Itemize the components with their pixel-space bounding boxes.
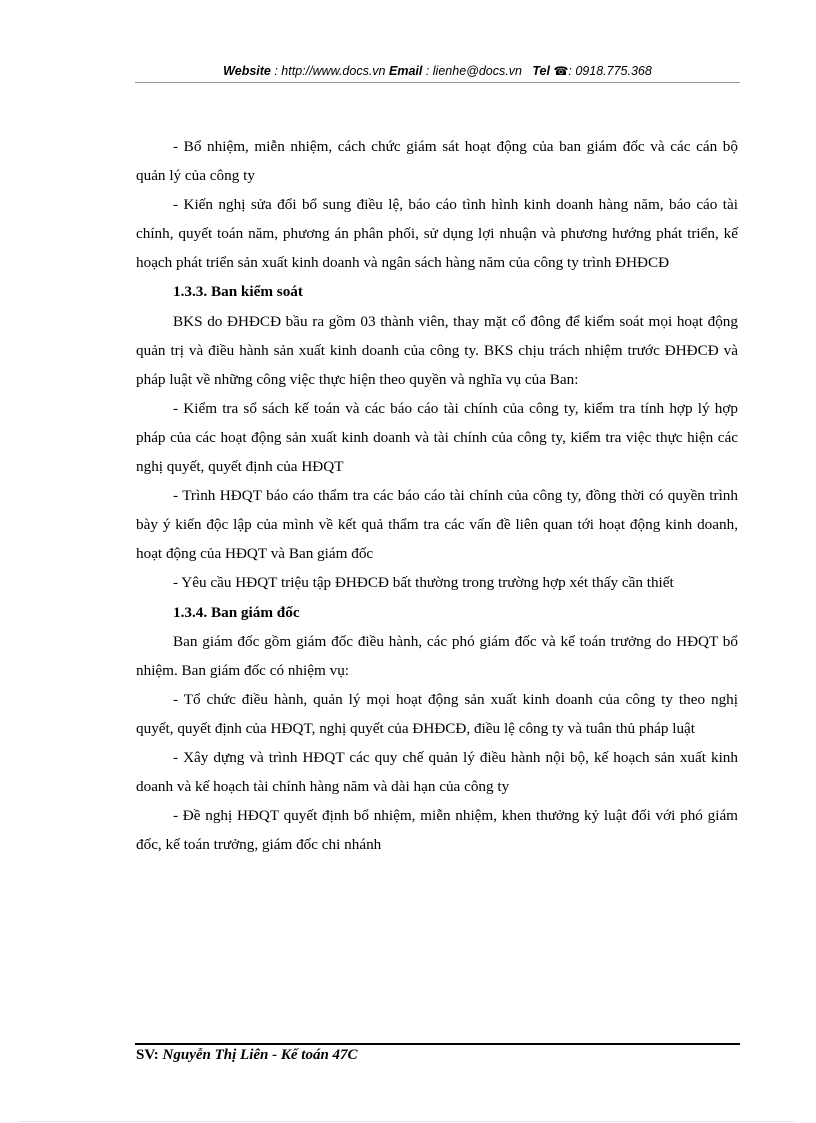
page-footer bbox=[136, 1047, 358, 1064]
paragraph: - Kiến nghị sửa đổi bổ sung điều lệ, báo cáo tình hình kinh doanh hàng năm, báo cáo tài chính, quyết toán năm, phương án phân phối, sử dụng lợi nhuận và phương hướng phát triển, kế hoạch phát triển sản xuất kinh doanh và ngân sách hàng năm của công ty trình ĐHĐCĐ bbox=[136, 196, 738, 272]
footer-prefix: SV: bbox=[136, 1047, 163, 1063]
header-divider bbox=[135, 82, 740, 83]
email-link[interactable]: lienhe@docs.vn bbox=[432, 64, 522, 78]
page-edge-divider bbox=[20, 1121, 796, 1122]
website-label: Website bbox=[223, 64, 271, 78]
tel-label: Tel bbox=[532, 64, 550, 78]
website-sep: : bbox=[270, 64, 282, 78]
paragraph: - Xây dựng và trình HĐQT các quy chế quản lý điều hành nội bộ, kế hoạch sản xuất kinh doanh và kế hoạch tài chính hàng năm và dài hạn của công ty bbox=[136, 748, 738, 796]
paragraph: - Yêu cầu HĐQT triệu tập ĐHĐCĐ bất thường trong trường hợp xét thấy cần thiết bbox=[173, 574, 674, 592]
footer-author: Nguyễn Thị Liên - Kế toán 47C bbox=[162, 1047, 358, 1063]
footer-divider bbox=[135, 1043, 740, 1045]
paragraph: BKS do ĐHĐCĐ bầu ra gồm 03 thành viên, thay mặt cổ đông để kiểm soát mọi hoạt động quản trị và điều hành sản xuất kinh doanh của công ty. BKS chịu trách nhiệm trước ĐHĐCĐ và pháp luật về những công việc thực hiện theo quyền và nghĩa vụ của Ban: bbox=[136, 312, 738, 388]
paragraph: - Bổ nhiệm, miễn nhiệm, cách chức giám sát hoạt động của ban giám đốc và các cán bộ quản lý của công ty bbox=[136, 138, 738, 185]
paragraph: - Trình HĐQT báo cáo thẩm tra các báo cáo tài chính của công ty, đồng thời có quyền trình bày ý kiến độc lập của mình về kết quả thẩm tra các vấn đề liên quan tới hoạt động kinh doanh, hoạt động của HĐQT và Ban giám đốc bbox=[136, 487, 738, 563]
paragraph: - Tổ chức điều hành, quản lý mọi hoạt động sản xuất kinh doanh của công ty theo nghị quyết, quyết định của HĐQT, nghị quyết của ĐHĐCĐ, điều lệ công ty và tuân thủ pháp luật bbox=[136, 690, 738, 737]
website-link[interactable]: http://www.docs.vn bbox=[281, 64, 386, 78]
email-label: Email bbox=[389, 64, 423, 78]
section-heading: 1.3.3. Ban kiểm soát bbox=[173, 283, 303, 301]
email-sep: : bbox=[422, 64, 433, 78]
paragraph: Ban giám đốc gồm giám đốc điều hành, các phó giám đốc và kế toán trưởng do HĐQT bổ nhiệm. Ban giám đốc có nhiệm vụ: bbox=[136, 632, 738, 679]
section-heading: 1.3.4. Ban giám đốc bbox=[173, 603, 300, 621]
phone-icon: ☎ bbox=[553, 64, 569, 78]
paragraph: - Đề nghị HĐQT quyết định bổ nhiệm, miễn nhiệm, khen thưởng kỷ luật đối với phó giám đốc, kế toán trưởng, giám đốc chi nhánh bbox=[136, 807, 738, 854]
document-body bbox=[136, 132, 738, 859]
paragraph: - Kiểm tra sổ sách kế toán và các báo cáo tài chính của công ty, kiểm tra tính hợp lý hợp pháp của các hoạt động sản xuất kinh doanh và tài chính của công ty, kiểm tra việc thực hiện các nghị quyết, quyết định của HĐQT bbox=[136, 399, 738, 476]
page-header bbox=[135, 64, 740, 78]
tel-value: : 0918.775.368 bbox=[568, 64, 652, 78]
